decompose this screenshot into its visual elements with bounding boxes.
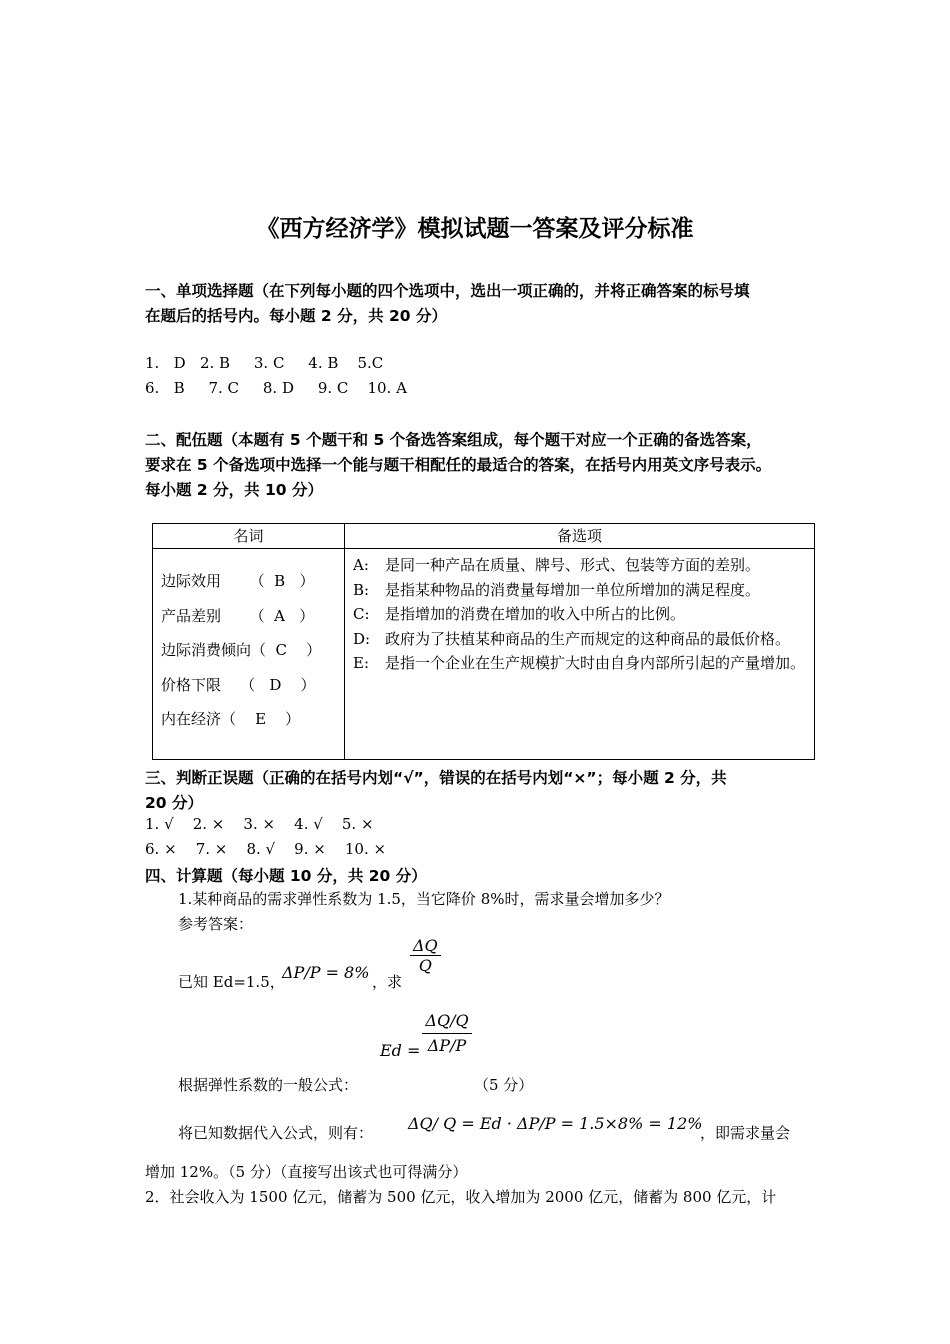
known-expression: ΔP/P = 8% (282, 963, 370, 982)
option-item (353, 651, 806, 676)
option-item (353, 602, 806, 627)
formula-block: ΔQ/Q ΔP/P (422, 1011, 472, 1056)
col-header-options: 备选项 (345, 524, 815, 549)
elasticity-symbol: Ed = (380, 1041, 421, 1060)
option-item (353, 627, 806, 652)
options-list (345, 549, 814, 676)
substitution-suffix: ，即需求量会 (700, 1124, 791, 1142)
substitution-prefix: 将已知数据代入公式，则有： (178, 1124, 374, 1142)
term-item: 产品差别 （ A ） (161, 606, 315, 625)
known-mid: ，求 (372, 973, 403, 991)
score-note: （5 分） (474, 1076, 534, 1094)
option-key: A: (353, 556, 369, 574)
section1-answers-line2: 6. B 7. C 8. D 9. C 10. A (145, 379, 407, 397)
section3-answers-line1: 1. √ 2. × 3. × 4. √ 5. × (145, 815, 374, 833)
result-line: 增加 12%。（5 分）（直接写出该式也可得满分） (145, 1163, 468, 1181)
question-1: 1.某种商品的需求弹性系数为 1.5，当它降价 8%时，需求量会增加多少？ (178, 890, 670, 908)
matching-table (152, 523, 815, 760)
option-text: 是同一种产品在质量、牌号、形式、包装等方面的差别。 (385, 556, 761, 574)
dq-over: ΔQ (425, 1011, 451, 1030)
option-text: 是指增加的消费在增加的收入中所占的比例。 (385, 605, 686, 623)
option-item (353, 578, 806, 603)
section3-heading-line1: 三、判断正误题（正确的在括号内划“√”，错误的在括号内划“×”；每小题 2 分，共 (145, 769, 727, 787)
dp-over: ΔP (427, 1036, 451, 1055)
section1-answers-line1: 1. D 2. B 3. C 4. B 5.C (145, 354, 384, 372)
term-item: 边际消费倾向（ C ） (161, 641, 322, 659)
terms-list (153, 549, 344, 737)
page-title: 《西方经济学》模拟试题一答案及评分标准 (256, 216, 694, 242)
reference-answer-label: 参考答案： (178, 915, 254, 933)
section1-heading-line2: 在题后的括号内。每小题 2 分，共 20 分） (145, 307, 447, 325)
option-text: 是指某种物品的消费量每增加一单位所增加的满足程度。 (385, 580, 761, 599)
option-key: D: (353, 629, 371, 648)
fraction-numerator: ΔQ (410, 936, 441, 956)
question-2: 2．社会收入为 1500 亿元，储蓄为 500 亿元，收入增加为 2000 亿元，储蓄为 800 亿元，计 (145, 1188, 777, 1206)
formula-label: 根据弹性系数的一般公式： (178, 1076, 359, 1094)
substitution-expression: ΔQ/ Q = Ed · ΔP/P = 1.5×8% = 12% (408, 1114, 703, 1133)
term-item: 边际效用 （ B ） (161, 572, 315, 590)
col-header-terms: 名词 (153, 524, 345, 549)
option-key: E: (353, 654, 370, 672)
fraction-denominator: Q (418, 956, 432, 975)
option-text: 政府为了扶植某种商品的生产而规定的这种商品的最低价格。 (385, 629, 791, 648)
known-prefix: 已知 Ed=1.5， (178, 973, 285, 991)
section3-heading-line2: 20 分） (145, 794, 203, 812)
term-item: 价格下限 （ D ） (161, 675, 316, 694)
target-fraction (410, 936, 441, 975)
section1-heading-line1: 一、单项选择题（在下列每小题的四个选项中，选出一项正确的，并将正确答案的标号填 (145, 282, 750, 300)
p-under: P (455, 1036, 467, 1055)
section4-heading: 四、计算题（每小题 10 分，共 20 分） (145, 867, 427, 885)
section2-heading-line1: 二、配伍题（本题有 5 个题干和 5 个备选答案组成，每个题干对应一个正确的备选答案， (145, 431, 762, 449)
option-item (353, 553, 806, 578)
section3-answers-line2: 6. × 7. × 8. √ 9. × 10. × (145, 840, 387, 858)
section2-heading-line3: 每小题 2 分，共 10 分） (145, 481, 323, 499)
option-text: 是指一个企业在生产规模扩大时由自身内部所引起的产量增加。 (385, 654, 806, 672)
option-key: B: (353, 580, 370, 599)
q-under: Q (455, 1011, 469, 1030)
option-key: C: (353, 605, 370, 623)
term-item: 内在经济（ E ） (161, 710, 301, 728)
section2-heading-line2: 要求在 5 个备选项中选择一个能与题干相配任的最适合的答案，在括号内用英文序号表示。 (145, 456, 772, 474)
